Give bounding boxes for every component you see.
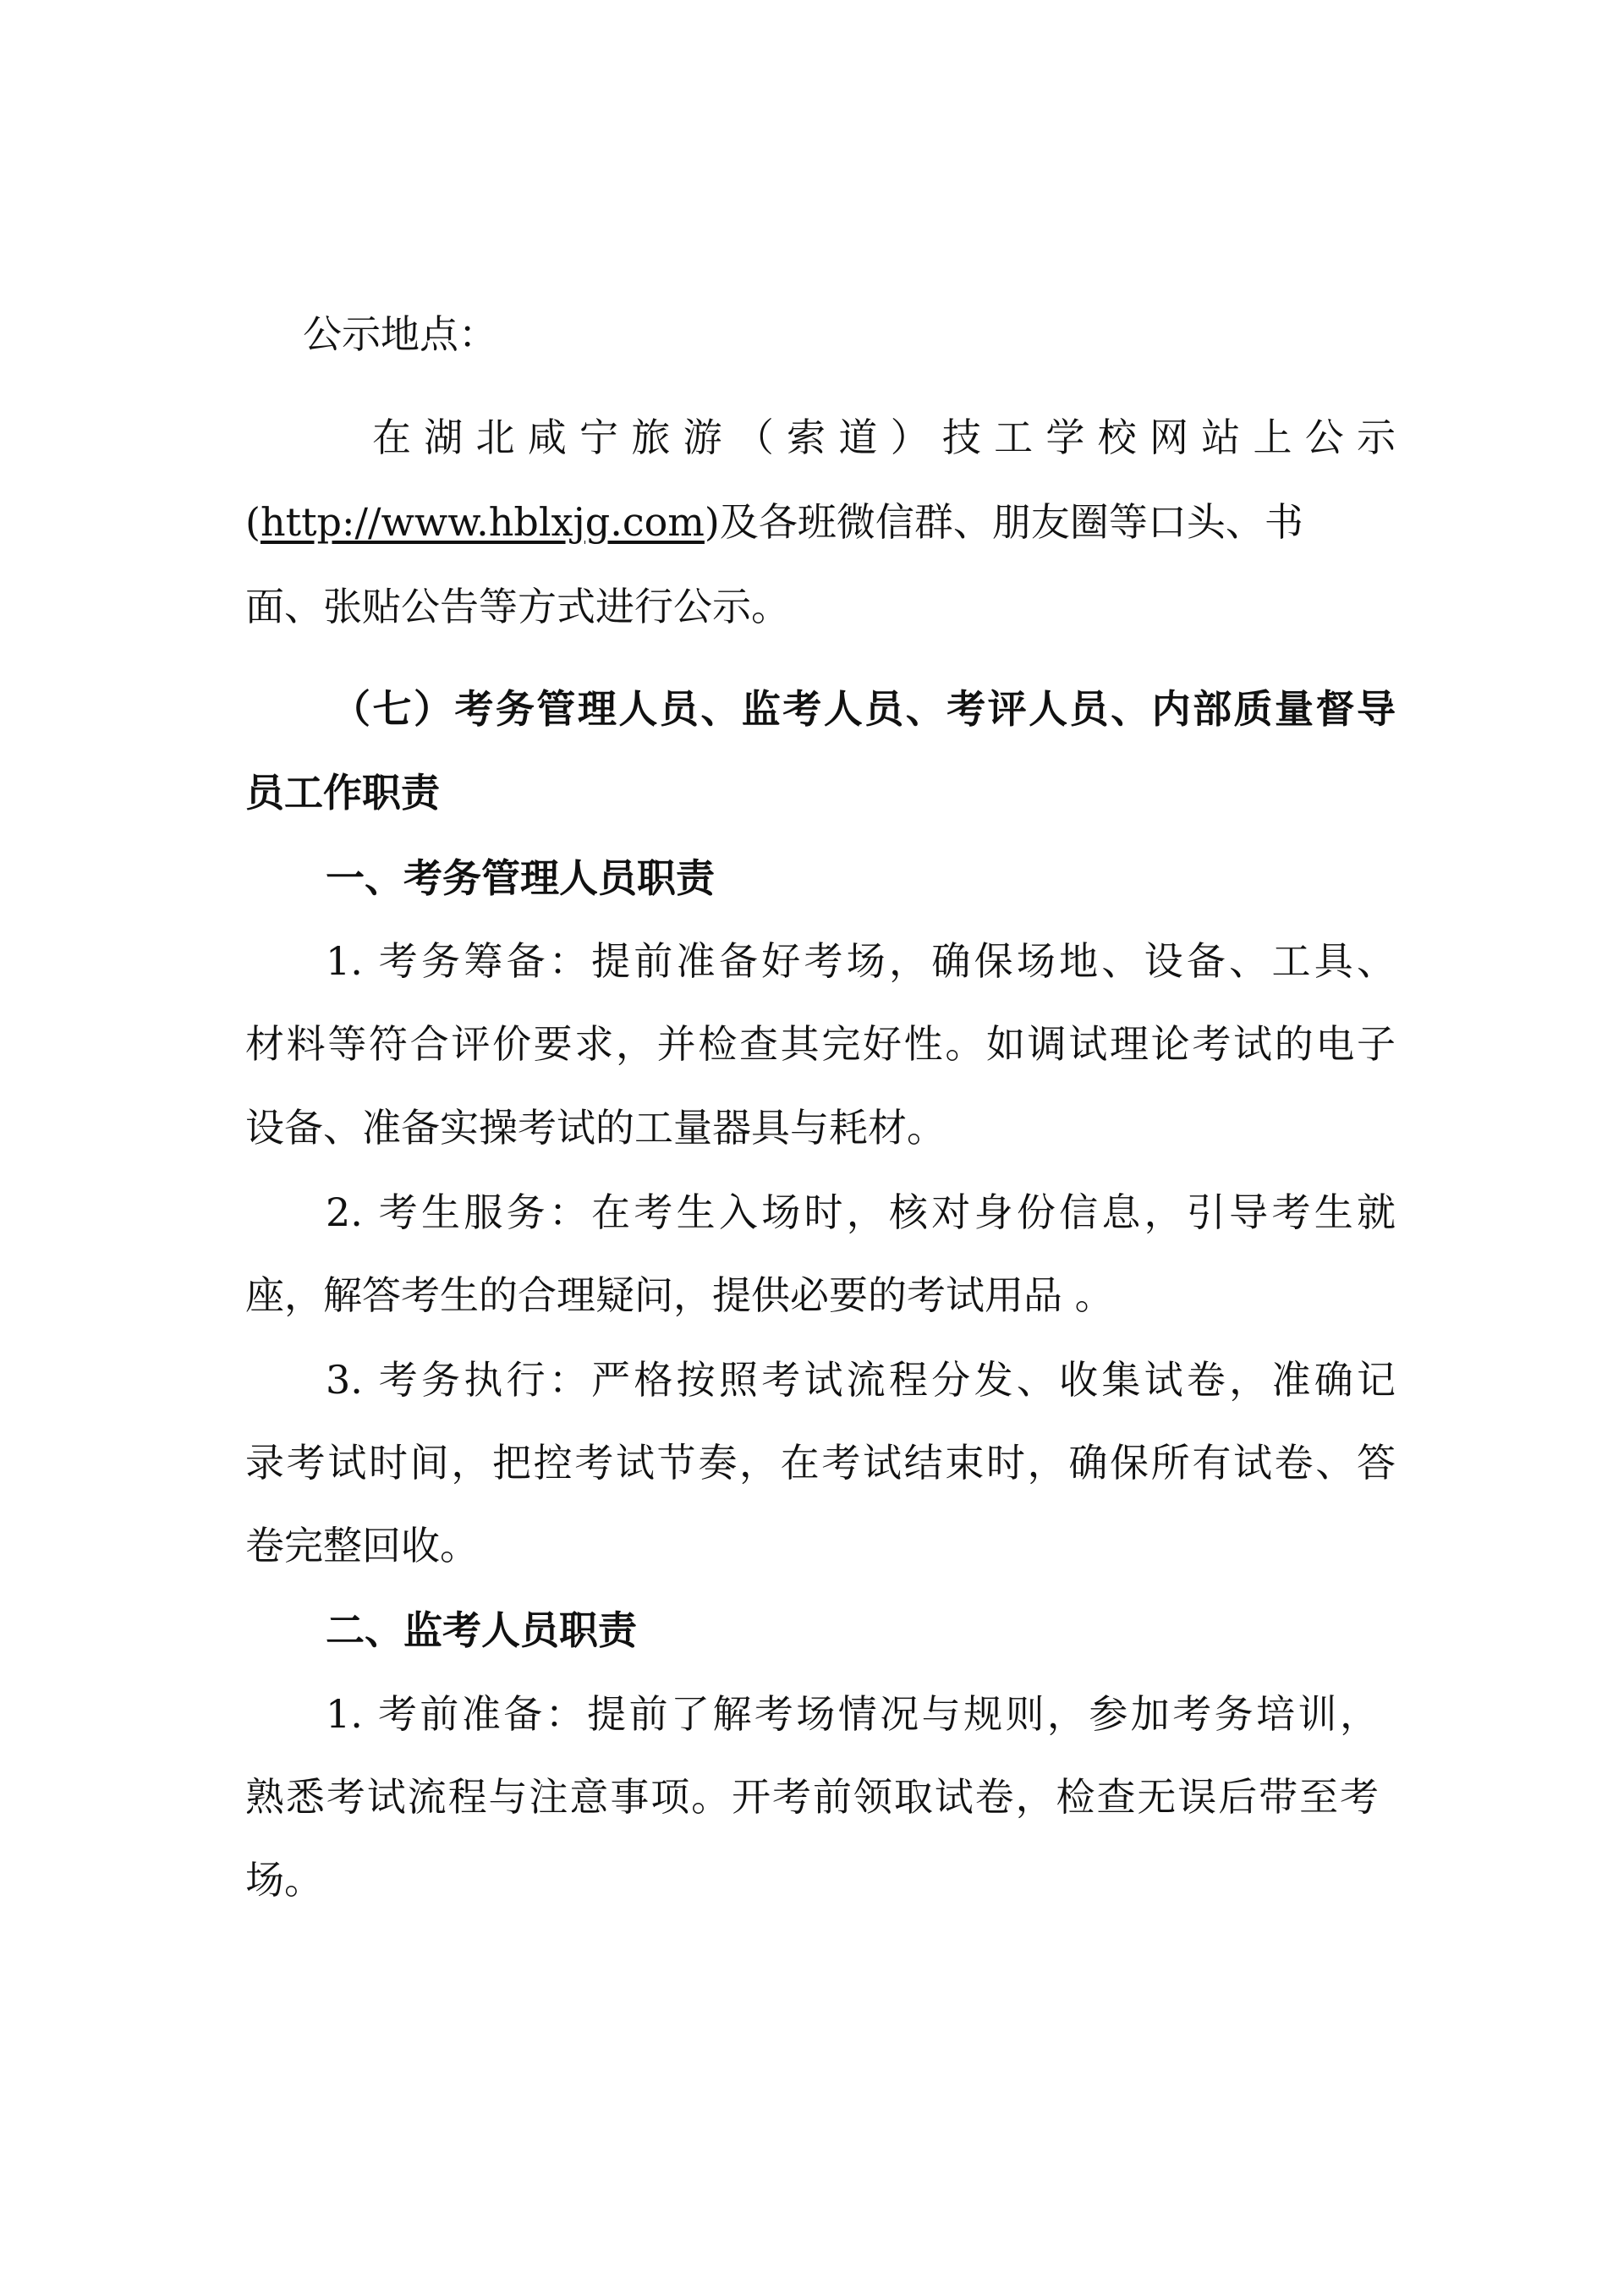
part-2-heading: 二、监考人员职责 (326, 1607, 637, 1653)
part-1-item-2-line-1: 2. 考生服务：在考生入场时，核对身份信息，引导考生就 (326, 1189, 1396, 1235)
part-1-heading: 一、考务管理人员职责 (326, 855, 715, 901)
part-1-item-1-line-1: 1. 考务筹备：提前准备好考场，确保场地、设备、工具、 (326, 938, 1396, 984)
location-text-line-3: 面、张贴公告等方式进行公示。 (245, 584, 790, 629)
section-7-heading-line-2: 员工作职责 (245, 770, 440, 816)
part-1-item-1-line-2: 材料等符合评价要求，并检查其完好性。如调试理论考试的电子 (245, 1021, 1396, 1067)
location-text-line-2-rest: )及各班微信群、朋友圈等口头、书 (704, 499, 1303, 545)
paren-open: ( (245, 499, 261, 545)
school-website-link[interactable]: http://www.hblxjg.com (260, 499, 705, 545)
part-2-item-1-line-2: 熟悉考试流程与注意事项。开考前领取试卷，检查无误后带至考 (245, 1774, 1379, 1820)
section-7-heading-line-1: （七）考务管理人员、监考人员、考评人员、内部质量督导 (332, 686, 1396, 732)
part-1-item-3-line-3: 卷完整回收。 (245, 1523, 479, 1568)
part-2-item-1-line-3: 场。 (245, 1857, 323, 1903)
part-1-item-3-line-1: 3. 考务执行：严格按照考试流程分发、收集试卷，准确记 (326, 1357, 1396, 1403)
location-label: 公示地点： (303, 311, 497, 357)
part-1-item-2-line-2: 座，解答考生的合理疑问，提供必要的考试用品 。 (245, 1272, 1114, 1318)
part-1-item-3-line-2: 录考试时间，把控考试节奏，在考试结束时，确保所有试卷、答 (245, 1440, 1396, 1486)
part-2-item-1-line-1: 1. 考前准备：提前了解考场情况与规则，参加考务培训， (326, 1691, 1379, 1737)
location-text-line-1: 在湖北咸宁旅游（索道）技工学校网站上公示 (372, 415, 1396, 460)
location-text-line-2 (245, 497, 1303, 547)
part-1-item-1-line-3: 设备、准备实操考试的工量器具与耗材。 (245, 1105, 946, 1151)
